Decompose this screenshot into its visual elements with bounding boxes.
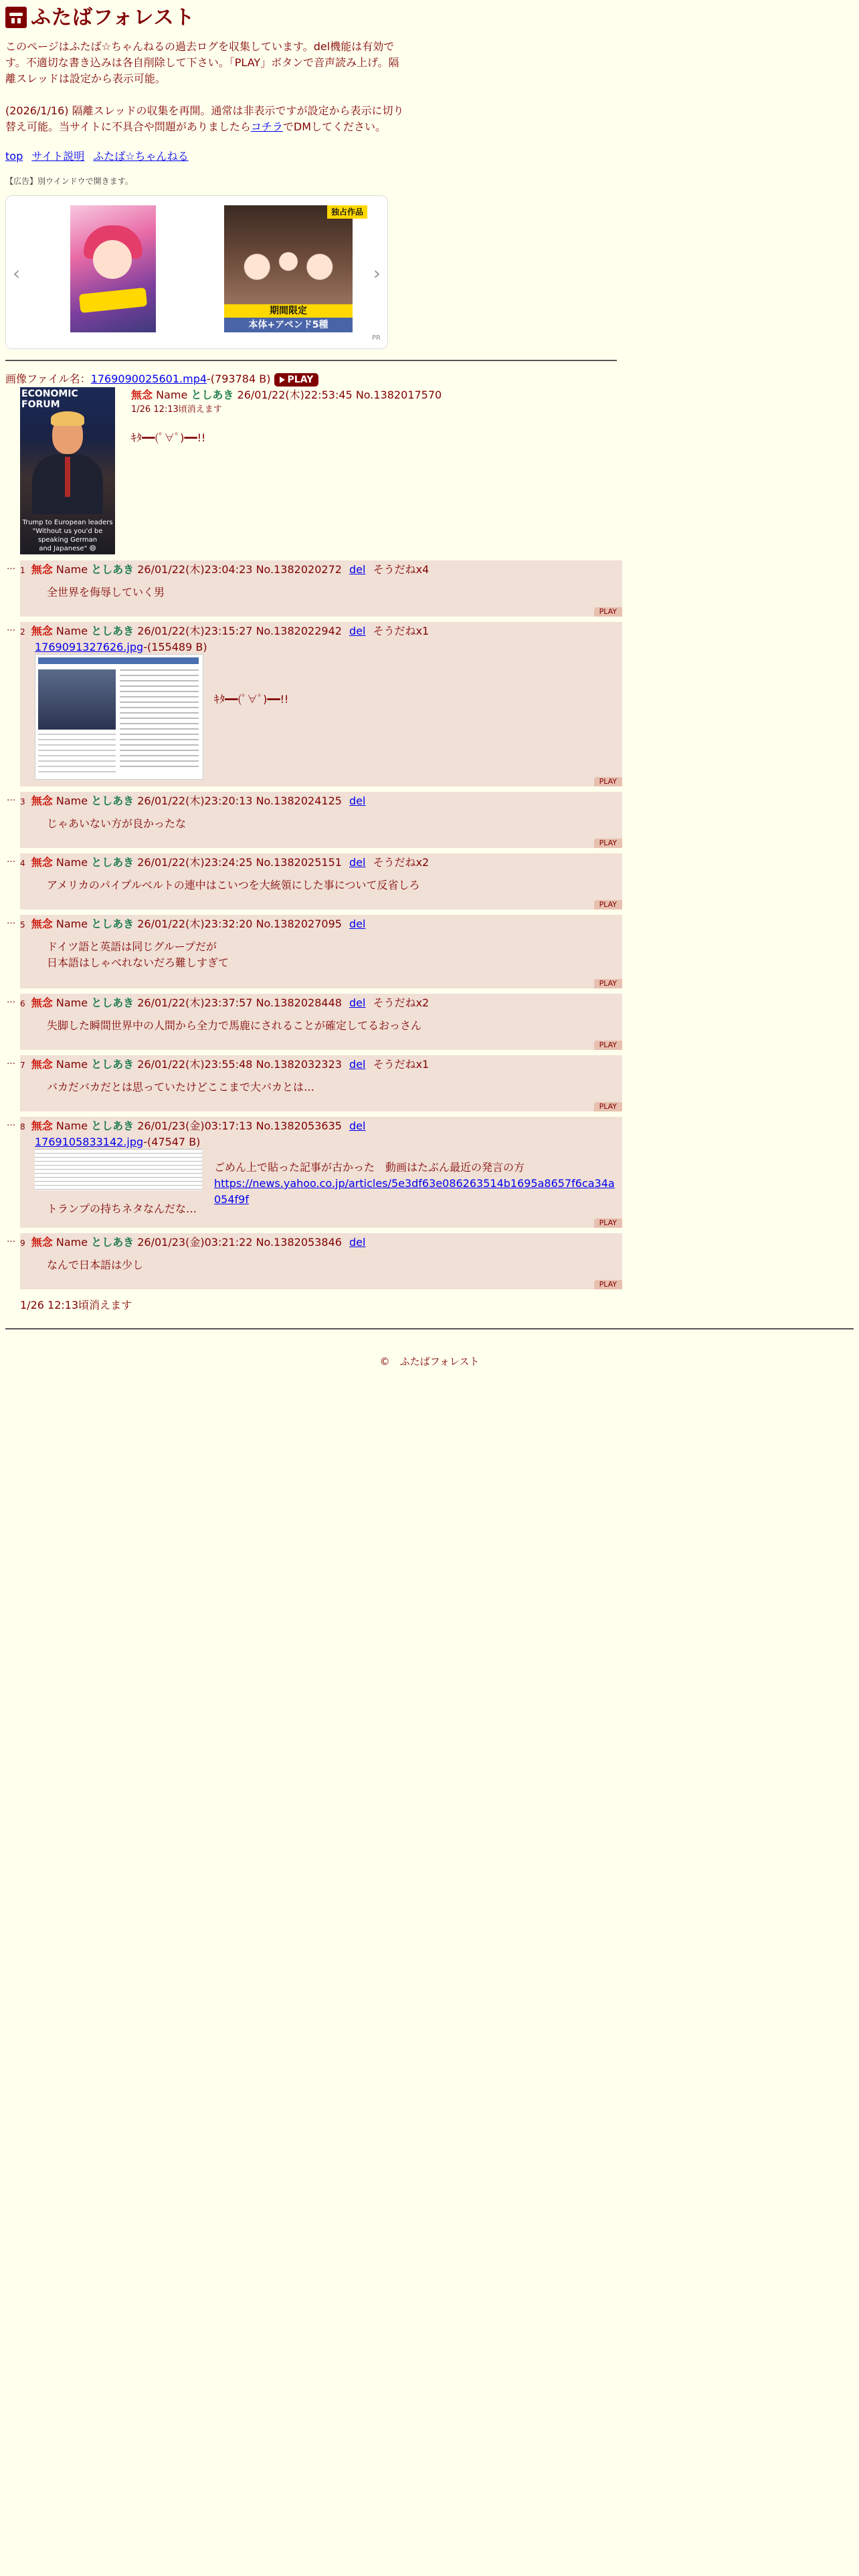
post-datetime: 26/01/22(木)23:32:20 xyxy=(137,918,253,930)
reply-post xyxy=(7,1233,622,1289)
post-datetime: 26/01/22(木)23:24:25 xyxy=(137,856,253,869)
play-button[interactable]: PLAY xyxy=(594,1218,622,1228)
intro-text: でDMしてください。 xyxy=(282,120,387,133)
poster-name: としあき xyxy=(91,794,134,807)
site-header xyxy=(5,3,622,32)
post-datetime: 26/01/23(金)03:17:13 xyxy=(137,1119,253,1132)
name-label: Name xyxy=(56,856,88,869)
poster-name: としあき xyxy=(91,625,134,637)
reply-post xyxy=(7,1055,622,1111)
post-number[interactable]: No.1382028448 xyxy=(256,996,342,1009)
del-link[interactable]: del xyxy=(349,1058,366,1071)
post-number[interactable]: No.1382025151 xyxy=(256,856,342,869)
op-thumbnail[interactable] xyxy=(20,387,115,554)
post-subject: 無念 xyxy=(31,996,53,1009)
reply-comment: なんで日本語は少し xyxy=(47,1259,144,1271)
reply-thumbnail[interactable] xyxy=(35,654,203,780)
reply-post xyxy=(7,994,622,1050)
name-label: Name xyxy=(156,389,188,401)
reply-marker: … xyxy=(7,1118,15,1128)
reply-index: 9 xyxy=(20,1239,25,1248)
ad-art xyxy=(93,240,132,279)
reply-header xyxy=(20,1233,622,1251)
ad-badge: 独占作品 xyxy=(327,205,367,219)
op-body xyxy=(131,387,613,446)
post-subject: 無念 xyxy=(131,389,153,401)
reply-file-size: -(47547 B) xyxy=(143,1136,201,1148)
play-button[interactable]: PLAY xyxy=(594,900,622,909)
chevron-left-icon[interactable]: ‹ xyxy=(13,262,21,284)
post-number[interactable]: No.1382024125 xyxy=(256,794,342,807)
divider xyxy=(5,360,617,361)
play-button[interactable]: PLAY xyxy=(594,979,622,988)
post-number[interactable]: No.1382053635 xyxy=(256,1119,342,1132)
play-button[interactable]: PLAY xyxy=(594,1102,622,1111)
ad-art xyxy=(236,245,341,299)
post-number[interactable]: No.1382053846 xyxy=(256,1236,342,1249)
thread-op xyxy=(5,371,622,558)
sodane-button[interactable]: そうだねx1 xyxy=(373,625,430,637)
reply-marker: … xyxy=(7,916,15,926)
reply-comment: 失脚した瞬間世界中の人間から全力で馬鹿にされることが確定してるおっさん xyxy=(47,1019,422,1032)
post-number[interactable]: No.1382032323 xyxy=(256,1058,342,1071)
intro-text: (2026/1/16) 隔離スレッドの収集を再開。通常は非表示ですが設定から表示に切り替え可能。当サイトに不具合や問題がありましたら xyxy=(5,104,404,133)
nav-links xyxy=(5,148,622,165)
nav-about-link[interactable]: サイト説明 xyxy=(31,150,85,163)
play-button[interactable]: PLAY xyxy=(594,777,622,786)
ad-carousel[interactable] xyxy=(5,195,388,349)
reply-post xyxy=(7,853,622,909)
thumb-caption: Trump to European leaders "Without us you'd be speaking German and Japanese" 😄 xyxy=(22,519,113,552)
reply-file-line xyxy=(20,639,622,655)
del-link[interactable]: del xyxy=(349,563,366,576)
play-button[interactable]: PLAY xyxy=(594,607,622,617)
footer-divider xyxy=(5,1328,854,1329)
reply-header xyxy=(20,1055,622,1073)
reply-comment: ｷﾀ━━(ﾟ∀ﾟ)━━!! xyxy=(214,693,289,706)
name-label: Name xyxy=(56,1236,88,1249)
reply-thumbnail[interactable] xyxy=(35,1149,202,1190)
name-label: Name xyxy=(56,918,88,930)
post-datetime: 26/01/22(木)23:55:48 xyxy=(137,1058,253,1071)
article-link[interactable]: https://news.yahoo.co.jp/articles/5e3df63e086263514b1695a8657f6ca34a054f9f xyxy=(214,1177,615,1206)
del-link[interactable]: del xyxy=(349,625,366,637)
reply-comment: じゃあいない方が良かったな xyxy=(47,817,187,830)
post-number[interactable]: No.1382020272 xyxy=(256,563,342,576)
reply-comment: アメリカのパイプルベルトの連中はこいつを大統領にした事について反省しろ xyxy=(47,879,420,891)
reply-index: 5 xyxy=(20,920,25,930)
name-label: Name xyxy=(56,563,88,576)
reply-file-line xyxy=(20,1134,622,1150)
expiry-note: 1/26 12:13頃消えます xyxy=(131,405,222,415)
name-label: Name xyxy=(56,625,88,637)
reply-index: 7 xyxy=(20,1061,25,1070)
reply-file-size: -(155489 B) xyxy=(143,641,207,653)
post-subject: 無念 xyxy=(31,1058,53,1071)
thread-expiry-note: 1/26 12:13頃消えます xyxy=(20,1299,132,1311)
del-link[interactable]: del xyxy=(349,794,366,807)
reply-comment xyxy=(20,932,622,971)
ad-pr-label: PR xyxy=(372,334,381,342)
post-number[interactable]: No.1382022942 xyxy=(256,625,342,637)
sodane-button[interactable]: そうだねx4 xyxy=(373,563,430,576)
op-header xyxy=(131,387,613,403)
reply-marker: … xyxy=(7,562,15,572)
post-subject: 無念 xyxy=(31,1236,53,1249)
thumb-art xyxy=(38,669,116,730)
nav-top-link[interactable]: top xyxy=(5,150,23,163)
ad-logo xyxy=(79,288,147,313)
post-subject: 無念 xyxy=(31,918,53,930)
reply-marker: … xyxy=(7,855,15,865)
reply-comment: 全世界を侮辱していく男 xyxy=(47,586,165,599)
intro-paragraph-2 xyxy=(5,103,407,135)
site-logo-icon[interactable] xyxy=(5,7,27,28)
reply-post xyxy=(7,1117,622,1228)
thumb-forum-text: ECONOMIC FORUM xyxy=(21,389,78,410)
name-label: Name xyxy=(56,1119,88,1132)
op-file-link[interactable]: 1769090025601.mp4 xyxy=(90,372,207,385)
del-link[interactable]: del xyxy=(349,918,366,930)
reply-index: 3 xyxy=(20,797,25,807)
reply-header xyxy=(20,560,622,578)
thumb-art xyxy=(38,657,199,664)
play-button[interactable]: PLAY xyxy=(594,1041,622,1050)
reply-marker: … xyxy=(7,1057,15,1067)
post-datetime: 26/01/22(木)23:20:13 xyxy=(137,794,253,807)
reply-index: 2 xyxy=(20,627,25,637)
poster-name: としあき xyxy=(91,918,134,930)
reply-comment xyxy=(214,1160,615,1208)
ad-banner-2[interactable] xyxy=(224,205,363,332)
poster-name: としあき xyxy=(91,1119,134,1132)
reply-index: 4 xyxy=(20,859,25,868)
sodane-button[interactable]: そうだねx2 xyxy=(373,856,430,869)
post-datetime: 26/01/23(金)03:21:22 xyxy=(137,1236,253,1249)
post-subject: 無念 xyxy=(31,794,53,807)
site-title[interactable]: ふたばフォレスト xyxy=(31,5,195,29)
post-subject: 無念 xyxy=(31,625,53,637)
name-label: Name xyxy=(56,996,88,1009)
poster-name: としあき xyxy=(91,856,134,869)
reply-comment-line: ごめん上で貼った記事が古かった 動画はたぶん最近の発言の方 xyxy=(214,1161,525,1174)
reply-comment: バカだバカだとは思っていたけどここまで大バカとは… xyxy=(47,1081,315,1093)
ad-banner-1[interactable] xyxy=(70,205,156,332)
post-datetime: 26/01/22(木)22:53:45 xyxy=(237,389,353,401)
reply-index: 8 xyxy=(20,1122,25,1132)
poster-name: としあき xyxy=(191,389,234,401)
intro-paragraph-1: このページはふたば☆ちゃんねるの過去ログを収集しています。del機能は有効です。不適切な書き込みは各自削除して下さい。「PLAY」ボタンで音声読み上げ。隔離スレッドは設定から表示可能。 xyxy=(5,40,399,85)
thumb-art xyxy=(51,411,84,426)
name-label: Name xyxy=(56,1058,88,1071)
ad-limited-label: 期間限定 xyxy=(224,304,353,318)
reply-comment-line: トランプの持ちネタなんだな… xyxy=(47,1202,197,1215)
reply-comment-line: ドイツ語と英語は同じグループだが xyxy=(47,940,217,953)
nav-futaba-link[interactable]: ふたば☆ちゃんねる xyxy=(93,150,189,163)
post-datetime: 26/01/22(木)23:04:23 xyxy=(137,563,253,576)
play-button[interactable]: PLAY xyxy=(594,1280,622,1289)
post-number[interactable]: No.1382027095 xyxy=(256,918,342,930)
reply-post xyxy=(7,792,622,848)
del-link[interactable]: del xyxy=(349,1236,366,1249)
footer-copyright: © ふたばフォレスト xyxy=(379,1356,480,1368)
reply-header xyxy=(20,994,622,1011)
del-link[interactable]: del xyxy=(349,996,366,1009)
page xyxy=(5,0,622,552)
post-number[interactable]: No.1382017570 xyxy=(355,389,442,401)
chevron-right-icon[interactable]: › xyxy=(373,262,381,284)
reply-index: 6 xyxy=(20,999,25,1008)
reply-file-link[interactable]: 1769105833142.jpg xyxy=(35,1136,144,1148)
reply-header xyxy=(20,1117,622,1134)
reply-marker: … xyxy=(7,793,15,803)
reply-marker: … xyxy=(7,995,15,1005)
intro xyxy=(5,39,407,135)
poster-name: としあき xyxy=(91,563,134,576)
thumb-art xyxy=(65,457,70,497)
op-comment: ｷﾀ━━(ﾟ∀ﾟ)━━!! xyxy=(131,431,206,444)
ad-bundle-label: 本体+アペンド5種 xyxy=(224,318,353,332)
op-file-size: -(793784 B) xyxy=(207,372,271,385)
reply-header xyxy=(20,792,622,809)
play-button[interactable]: PLAY xyxy=(594,839,622,848)
post-datetime: 26/01/22(木)23:37:57 xyxy=(137,996,253,1009)
poster-name: としあき xyxy=(91,1058,134,1071)
play-button[interactable]: PLAY xyxy=(274,373,319,387)
reply-header xyxy=(20,622,622,639)
ad-label: 【広告】別ウインドウで開きます。 xyxy=(5,177,133,186)
reply-marker: … xyxy=(7,623,15,633)
poster-name: としあき xyxy=(91,996,134,1009)
contact-link[interactable]: コチラ xyxy=(250,120,283,133)
reply-post xyxy=(7,560,622,617)
reply-post xyxy=(7,915,622,988)
del-link[interactable]: del xyxy=(349,856,366,869)
thumb-art xyxy=(38,734,116,774)
post-subject: 無念 xyxy=(31,856,53,869)
sodane-button[interactable]: そうだねx2 xyxy=(373,996,430,1009)
reply-file-link[interactable]: 1769091327626.jpg xyxy=(35,641,144,653)
reply-comment-line: 日本語はしゃべれないだろ難しすぎて xyxy=(47,956,229,969)
reply-header xyxy=(20,853,622,871)
thumb-art xyxy=(120,669,199,770)
post-subject: 無念 xyxy=(31,563,53,576)
poster-name: としあき xyxy=(91,1236,134,1249)
reply-index: 1 xyxy=(20,566,25,575)
sodane-button[interactable]: そうだねx1 xyxy=(373,1058,430,1071)
post-datetime: 26/01/22(木)23:15:27 xyxy=(137,625,253,637)
op-file-line xyxy=(5,371,622,387)
post-subject: 無念 xyxy=(31,1119,53,1132)
reply-marker: … xyxy=(7,1235,15,1245)
del-link[interactable]: del xyxy=(349,1119,366,1132)
reply-post xyxy=(7,622,622,786)
file-label: 画像ファイル名： xyxy=(5,372,91,385)
name-label: Name xyxy=(56,794,88,807)
reply-header xyxy=(20,915,622,932)
